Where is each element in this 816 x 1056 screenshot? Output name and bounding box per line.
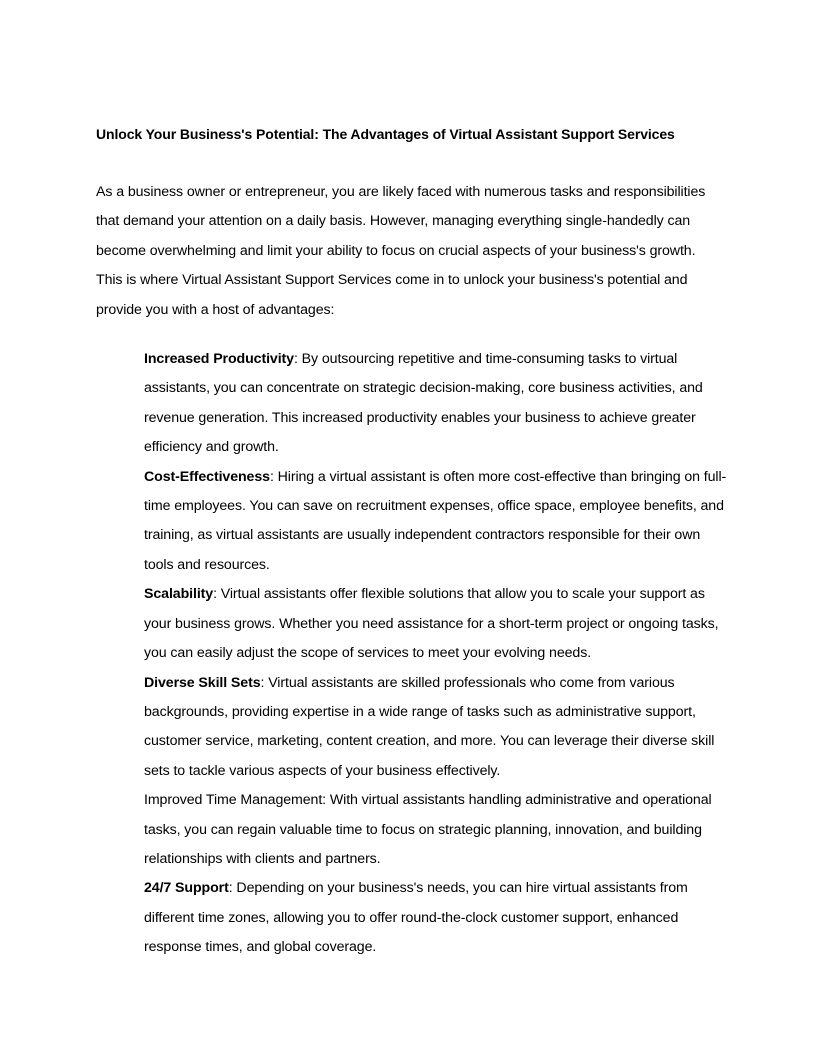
list-item (144, 345, 730, 463)
advantages-list (144, 345, 730, 963)
document-title: Unlock Your Business's Potential: The Advantages of Virtual Assistant Support Services (96, 126, 675, 142)
advantage-text: Improved Time Management: With virtual assistants handling administrative and operational tasks, you can regain valuable time to focus on strategic planning, innovation, and building relationships with clients and partners. (144, 792, 712, 867)
advantage-term: Increased Productivity (144, 351, 294, 368)
list-item (144, 580, 730, 668)
advantage-term: Cost-Effectiveness (144, 468, 270, 485)
advantage-term: 24/7 Support (144, 880, 229, 897)
advantage-text: : Hiring a virtual assistant is often more cost-effective than bringing on full-time employees. You can save on recruitment expenses, office space, employee benefits, and training, as virtual assistants are usually independent contractors responsible for their own tools and resources. (144, 468, 727, 573)
advantage-text: : Virtual assistants offer flexible solutions that allow you to scale your support as your business grows. Whether you need assistance for a short-term project or ongoing tasks, you can easily adjust the scope of services to meet your evolving needs. (144, 586, 719, 662)
advantage-text: : By outsourcing repetitive and time-consuming tasks to virtual assistants, you can concentrate on strategic decision-making, core business activities, and revenue generation. This increased productivity enables your business to achieve greater efficiency and growth. (144, 351, 703, 456)
list-item (144, 463, 730, 581)
advantage-term: Scalability (144, 586, 214, 603)
advantage-text: : Virtual assistants are skilled professionals who come from various backgrounds, providing expertise in a wide range of tasks such as administrative support, customer service, marketing, content creation, and more. You can leverage their diverse skill sets to tackle various aspects of your business effectively. (144, 674, 715, 779)
list-item (144, 786, 730, 874)
advantage-text: : Depending on your business's needs, you can hire virtual assistants from different time zones, allowing you to offer round-the-clock customer support, enhanced response times, and global coverage. (144, 880, 688, 956)
document-page (96, 120, 727, 963)
advantage-term: Diverse Skill Sets (144, 674, 261, 691)
intro-paragraph: As a business owner or entrepreneur, you are likely faced with numerous tasks and responsibilities that demand your attention on a daily basis. However, managing everything single-handedly can become overwhelming and limit your ability to focus on crucial aspects of your business's growth. This is where Virtual Assistant Support Services come in to unlock your business's potential and provide you with a host of advantages: (96, 184, 706, 318)
list-item (144, 669, 730, 787)
list-item (144, 874, 730, 962)
